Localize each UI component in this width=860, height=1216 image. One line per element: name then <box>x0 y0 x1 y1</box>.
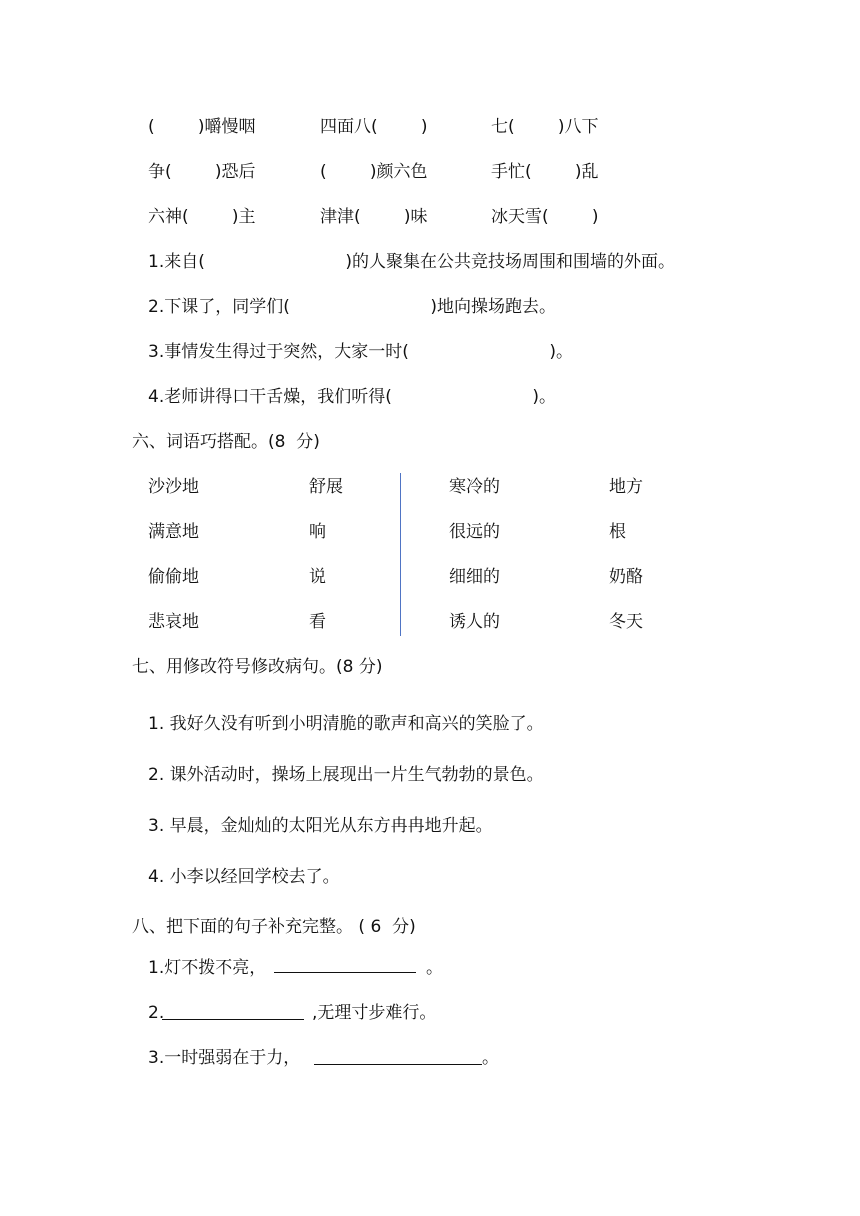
fill-sentence-3: 3.事情发生得过于突然，大家一时( )。 <box>148 342 573 362</box>
word-left-b-3: 说 <box>309 567 326 587</box>
word-left-a-2: 满意地 <box>148 522 199 542</box>
sick-sentence-4: 4. 小李以经回学校去了。 <box>148 867 340 887</box>
idiom-2-3: 手忙( )乱 <box>491 162 599 182</box>
idiom-1-1: ( )嚼慢咽 <box>148 117 256 137</box>
word-right-a-4: 诱人的 <box>449 612 500 632</box>
complete-3-suffix: 。 <box>482 1048 499 1068</box>
fill-sentence-2: 2.下课了，同学们( )地向操场跑去。 <box>148 297 556 317</box>
idiom-3-1: 六神( )主 <box>148 207 256 227</box>
complete-3-prefix: 3.一时强弱在于力， <box>148 1048 301 1068</box>
word-right-a-3: 细细的 <box>449 567 500 587</box>
word-left-a-3: 偷偷地 <box>148 567 199 587</box>
word-left-b-2: 响 <box>309 522 326 542</box>
idiom-2-1: 争( )恐后 <box>148 162 256 182</box>
idiom-3-2: 津津( )味 <box>320 207 428 227</box>
fill-sentence-4: 4.老师讲得口干舌燥，我们听得( )。 <box>148 387 556 407</box>
word-right-b-3: 奶酪 <box>609 567 643 587</box>
word-right-b-4: 冬天 <box>609 612 643 632</box>
complete-1-suffix: 。 <box>426 958 443 978</box>
complete-1-prefix: 1.灯不拨不亮， <box>148 958 267 978</box>
idiom-1-2: 四面八( ) <box>320 117 428 137</box>
idiom-1-3: 七( )八下 <box>491 117 599 137</box>
fill-sentence-1: 1.来自( )的人聚集在公共竞技场周围和围墙的外面。 <box>148 252 675 272</box>
section7-title: 七、用修改符号修改病句。(8 分) <box>132 657 383 677</box>
section6-title: 六、词语巧搭配。(8 分) <box>132 432 320 452</box>
sick-sentence-3: 3. 早晨，金灿灿的太阳光从东方冉冉地升起。 <box>148 816 493 836</box>
idiom-2-2: ( )颜六色 <box>320 162 428 182</box>
word-right-a-1: 寒冷的 <box>449 477 500 497</box>
word-right-b-1: 地方 <box>609 477 643 497</box>
complete-3-blank[interactable] <box>314 1064 482 1065</box>
sick-sentence-1: 1. 我好久没有听到小明清脆的歌声和高兴的笑脸了。 <box>148 714 544 734</box>
section8-title: 八、把下面的句子补充完整。 ( 6 分) <box>132 917 416 937</box>
word-right-a-2: 很远的 <box>449 522 500 542</box>
idiom-3-3: 冰天雪( ) <box>491 207 599 227</box>
complete-2-prefix: 2. <box>148 1003 165 1023</box>
sick-sentence-2: 2. 课外活动时，操场上展现出一片生气勃勃的景色。 <box>148 765 544 785</box>
word-right-b-2: 根 <box>609 522 626 542</box>
word-left-a-1: 沙沙地 <box>148 477 199 497</box>
word-left-a-4: 悲哀地 <box>148 612 199 632</box>
column-divider <box>400 473 401 636</box>
complete-2-suffix: ,无理寸步难行。 <box>312 1003 437 1023</box>
complete-2-blank[interactable] <box>162 1019 304 1020</box>
complete-1-blank[interactable] <box>274 972 416 973</box>
word-left-b-1: 舒展 <box>309 477 343 497</box>
word-left-b-4: 看 <box>309 612 326 632</box>
